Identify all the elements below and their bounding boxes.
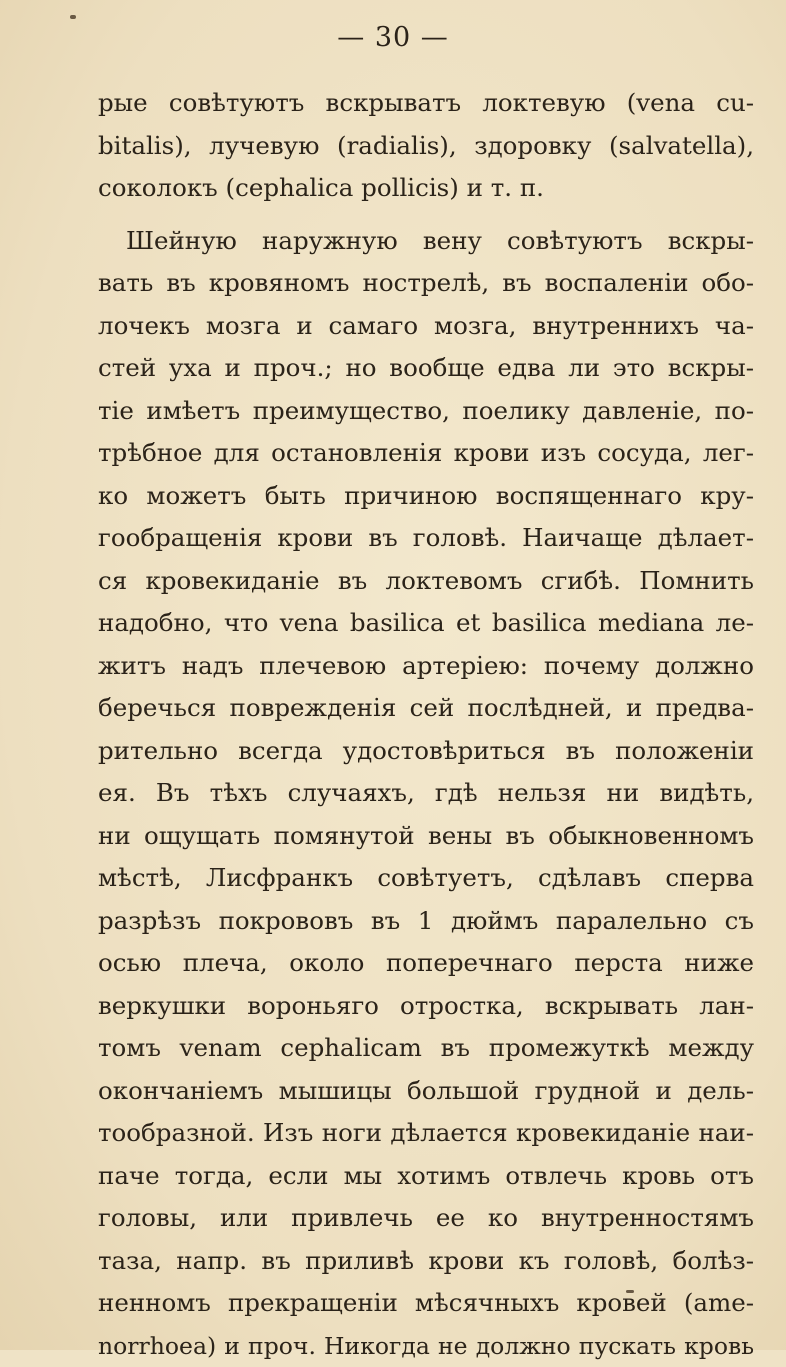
- text-line: стей уха и проч.; но вообще едва ли это вскры-: [98, 347, 754, 390]
- text-line: разрѣзъ покрововъ въ 1 дюймъ паралельно съ: [98, 900, 754, 943]
- text-line: norrhoea) и проч. Никогда не должно пускать кровь: [98, 1325, 754, 1367]
- text-line: таза, напр. въ приливѣ крови къ головѣ, болѣз-: [98, 1240, 754, 1283]
- text-line: беречься поврежденія сей послѣдней, и предва-: [98, 687, 754, 730]
- text-line: bitalis), лучевую (radialis), здоровку (salvatella),: [98, 125, 754, 168]
- text-line: тіе имѣетъ преимущество, поелику давленіе, по-: [98, 390, 754, 433]
- text-line: житъ надъ плечевою артеріею: почему должно: [98, 645, 754, 688]
- text-line: ко можетъ быть причиною воспященнаго кру-: [98, 475, 754, 518]
- text-line: мѣстѣ, Лисфранкъ совѣтуетъ, сдѣлавъ сперва: [98, 857, 754, 900]
- text-line: паче тогда, если мы хотимъ отвлечь кровь отъ: [98, 1155, 754, 1198]
- text-line: тообразной. Изъ ноги дѣлается кровекиданіе наи-: [98, 1112, 754, 1155]
- text-line: рые совѣтуютъ вскрыватъ локтевую (vena cu-: [98, 82, 754, 125]
- text-line: ся кровекиданіе въ локтевомъ сгибѣ. Помнить: [98, 560, 754, 603]
- text-line: веркушки вороньяго отростка, вскрывать лан-: [98, 985, 754, 1028]
- text-line: гообращенія крови въ головѣ. Наичаще дѣлает-: [98, 517, 754, 560]
- text-line: вать въ кровяномъ нострелѣ, въ воспаленіи обо-: [98, 262, 754, 305]
- text-line: Шейную наружную вену совѣтуютъ вскры-: [98, 220, 754, 263]
- text-line: осью плеча, около поперечнаго перста ниже: [98, 942, 754, 985]
- ink-speck: [70, 15, 76, 19]
- text-line: томъ venam cephalicam въ промежуткѣ между: [98, 1027, 754, 1070]
- text-line: соколокъ (cephalica pollicis) и т. п.: [98, 167, 754, 210]
- text-line: окончаніемъ мышицы большой грудной и дель-: [98, 1070, 754, 1113]
- text-line: ея. Въ тѣхъ случаяхъ, гдѣ нельзя ни видѣть,: [98, 772, 754, 815]
- text-line: ненномъ прекращеніи мѣсячныхъ кровей (ame-: [98, 1282, 754, 1325]
- body-text: [98, 82, 754, 1367]
- paragraph-gap: [98, 210, 754, 220]
- text-line: головы, или привлечь ее ко внутренностямъ: [98, 1197, 754, 1240]
- text-line: трѣбное для остановленія крови изъ сосуда, лег-: [98, 432, 754, 475]
- text-line: ни ощущать помянутой вены въ обыкновенномъ: [98, 815, 754, 858]
- text-line: лочекъ мозга и самаго мозга, внутреннихъ ча-: [98, 305, 754, 348]
- text-line: надобно, что vena basilica et basilica mediana ле-: [98, 602, 754, 645]
- page-number: — 30 —: [0, 22, 786, 53]
- text-line: рительно всегда удостовѣриться въ положеніи: [98, 730, 754, 773]
